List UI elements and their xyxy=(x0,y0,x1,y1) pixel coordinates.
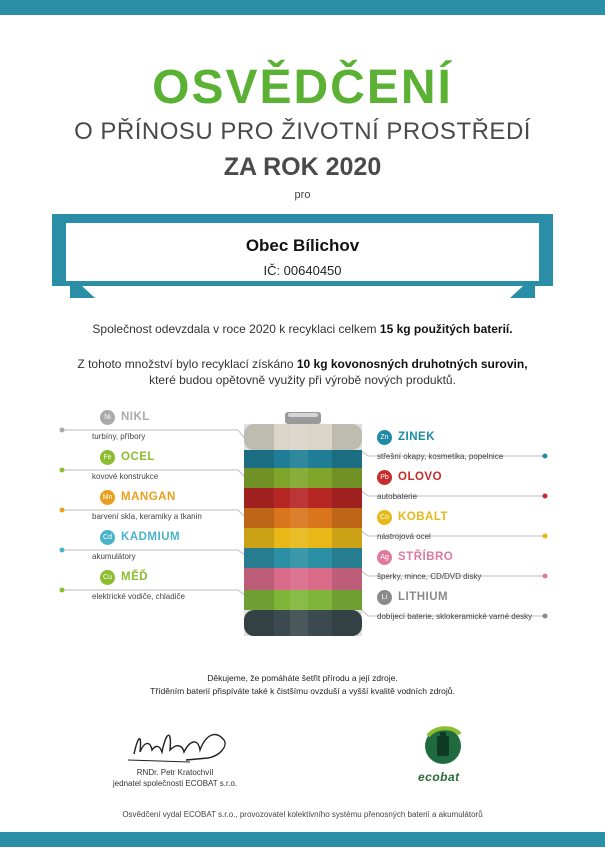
element-symbol-badge: Cu xyxy=(100,570,115,585)
element-symbol-badge: Zn xyxy=(377,430,392,445)
element-symbol-badge: Ag xyxy=(377,550,392,565)
bottom-accent-bar xyxy=(0,832,605,847)
element-name: ZINEK xyxy=(398,431,435,443)
element-olovo xyxy=(0,470,600,500)
element-description: turbíny, příbory xyxy=(92,432,146,441)
element-symbol-badge: Cd xyxy=(100,530,115,545)
thanks-line-1: Děkujeme, že pomáháte šetřit přírodu a její zdroje. xyxy=(207,673,398,683)
element-description: nástrojová ocel xyxy=(377,532,431,541)
element-description: akumulátory xyxy=(92,552,136,561)
statement-line-3: které budou opětovně využity při výrobě nových produktů. xyxy=(149,373,456,387)
certificate-subtitle: O PŘÍNOSU PRO ŽIVOTNÍ PROSTŘEDÍ xyxy=(74,118,531,145)
element-name: KADMIUM xyxy=(121,531,181,543)
ecobat-logo-icon xyxy=(418,722,468,770)
element-description: autobaterie xyxy=(377,492,418,501)
element-description: kovové konstrukce xyxy=(92,472,159,481)
signer-role: jednatel společnosti ECOBAT s.r.o. xyxy=(112,779,238,788)
element-description: dobíjecí baterie, sklokeramické varné desky xyxy=(377,612,533,621)
footer-text: Osvědčení vydal ECOBAT s.r.o., provozovatel kolektivního systému přenosných baterií a akumulátorů xyxy=(122,810,483,819)
element-description: barvení skla, keramiky a tkanin xyxy=(92,512,202,521)
pro-label: pro xyxy=(294,189,311,201)
recipient-ribbon xyxy=(0,210,605,305)
element-name: OCEL xyxy=(121,451,155,463)
element-name: KOBALT xyxy=(398,511,449,523)
element-lithium xyxy=(0,590,600,620)
element-symbol-badge: Mn xyxy=(100,490,115,505)
element-description: elektrické vodiče, chladiče xyxy=(92,592,185,601)
element-zinek xyxy=(0,430,600,460)
top-accent-bar xyxy=(0,0,605,15)
element-symbol-badge: Li xyxy=(377,590,392,605)
element-name: MANGAN xyxy=(121,491,176,503)
signer-name: RNDr. Petr Kratochvíl xyxy=(136,768,214,777)
element-symbol-badge: Ni xyxy=(100,410,115,425)
certificate-title: OSVĚDČENÍ xyxy=(152,61,453,114)
signature-image xyxy=(120,722,240,767)
statement-line-2: Z tohoto množství bylo recyklací získáno 10 kg kovonosných druhotných surovin, xyxy=(77,357,528,371)
thanks-line-2: Tříděním baterií přispíváte také k čistšímu ovzduší a vyšší kvalitě vodních zdrojů. xyxy=(150,686,455,696)
element-symbol-badge: Fe xyxy=(100,450,115,465)
recipient-name: Obec Bílichov xyxy=(245,236,360,255)
element-description: střešní okapy, kosmetika, popelnice xyxy=(377,452,504,461)
certificate-year: ZA ROK 2020 xyxy=(223,153,382,181)
element-kobalt xyxy=(0,510,600,540)
element-name: OLOVO xyxy=(398,471,443,483)
ecobat-logo-text: ecobat xyxy=(418,770,460,784)
recipient-ic: IČ: 00640450 xyxy=(263,263,342,278)
element-name: STŘÍBRO xyxy=(398,551,454,563)
element-symbol-badge: Co xyxy=(377,510,392,525)
element-name: NIKL xyxy=(121,411,150,423)
element-description: šperky, mince, CD/DVD disky xyxy=(377,572,482,581)
element-name: MĚĎ xyxy=(121,571,149,583)
element-symbol-badge: Pb xyxy=(377,470,392,485)
element-stribro xyxy=(0,550,600,580)
statement-line-1: Společnost odevzdala v roce 2020 k recyklaci celkem 15 kg použitých baterií. xyxy=(92,322,513,336)
element-name: LITHIUM xyxy=(398,591,449,603)
